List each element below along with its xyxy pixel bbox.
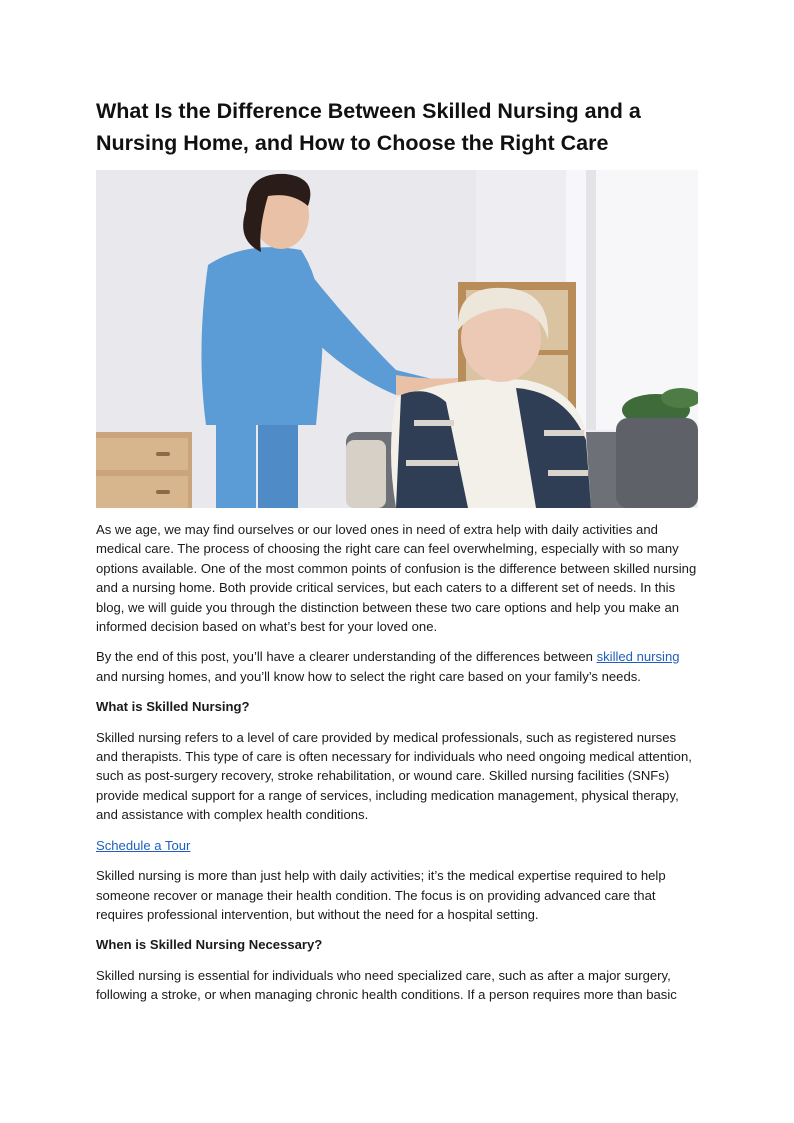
section-heading-when-necessary: When is Skilled Nursing Necessary? [96,937,323,953]
nurse-elderly-woman-illustration [96,170,698,508]
hero-image [96,170,698,508]
article-body [96,520,700,1016]
skilled-nursing-paragraph: Skilled nursing refers to a level of care provided by medical professionals, such as registered nurses and therapists. This type of care is often necessary for individuals who need ongoing medical attention, such as post-surgery recovery, stroke rehabilitation, or wound care. Skilled nursing facilities (SNFs) provide medical support for a range of services, including medication management, physical therapy, and assistance with complex health conditions. [96,729,692,823]
section-heading-skilled-nursing: What is Skilled Nursing? [96,699,250,715]
intro-paragraph: As we age, we may find ourselves or our loved ones in need of extra help with daily activities and medical care. The process of choosing the right care can feel overwhelming, especially with so many options available. One of the most common points of confusion is the difference between skilled nursing and a nursing home. Both provide critical services, but each caters to a different set of needs. In this blog, we will guide you through the distinction between these two care options and help you make an informed decision based on what’s best for your loved one. [96,522,697,635]
page-title: What Is the Difference Between Skilled Nursing and a Nursing Home, and How to Choose the Right Care [96,99,641,155]
medical-expertise-paragraph: Skilled nursing is more than just help with daily activities; it’s the medical expertise required to help someone recover or manage their health condition. The focus is on providing advanced care that requires professional intervention, but without the need for a hospital setting. [96,868,666,922]
when-necessary-paragraph: Skilled nursing is essential for individuals who need specialized care, such as after a major surgery, following a stroke, or when managing chronic health conditions. If a person requires more than basic [96,967,677,1003]
summary-text-end: and nursing homes, and you’ll know how to select the right care based on your family’s needs. [96,668,641,684]
schedule-tour-link[interactable]: Schedule a Tour [96,837,191,853]
skilled-nursing-link[interactable]: skilled nursing [596,649,680,665]
tour-link-paragraph [96,836,700,855]
summary-paragraph [96,647,700,686]
summary-text-start: By the end of this post, you’ll have a clearer understanding of the differences between [96,649,597,665]
